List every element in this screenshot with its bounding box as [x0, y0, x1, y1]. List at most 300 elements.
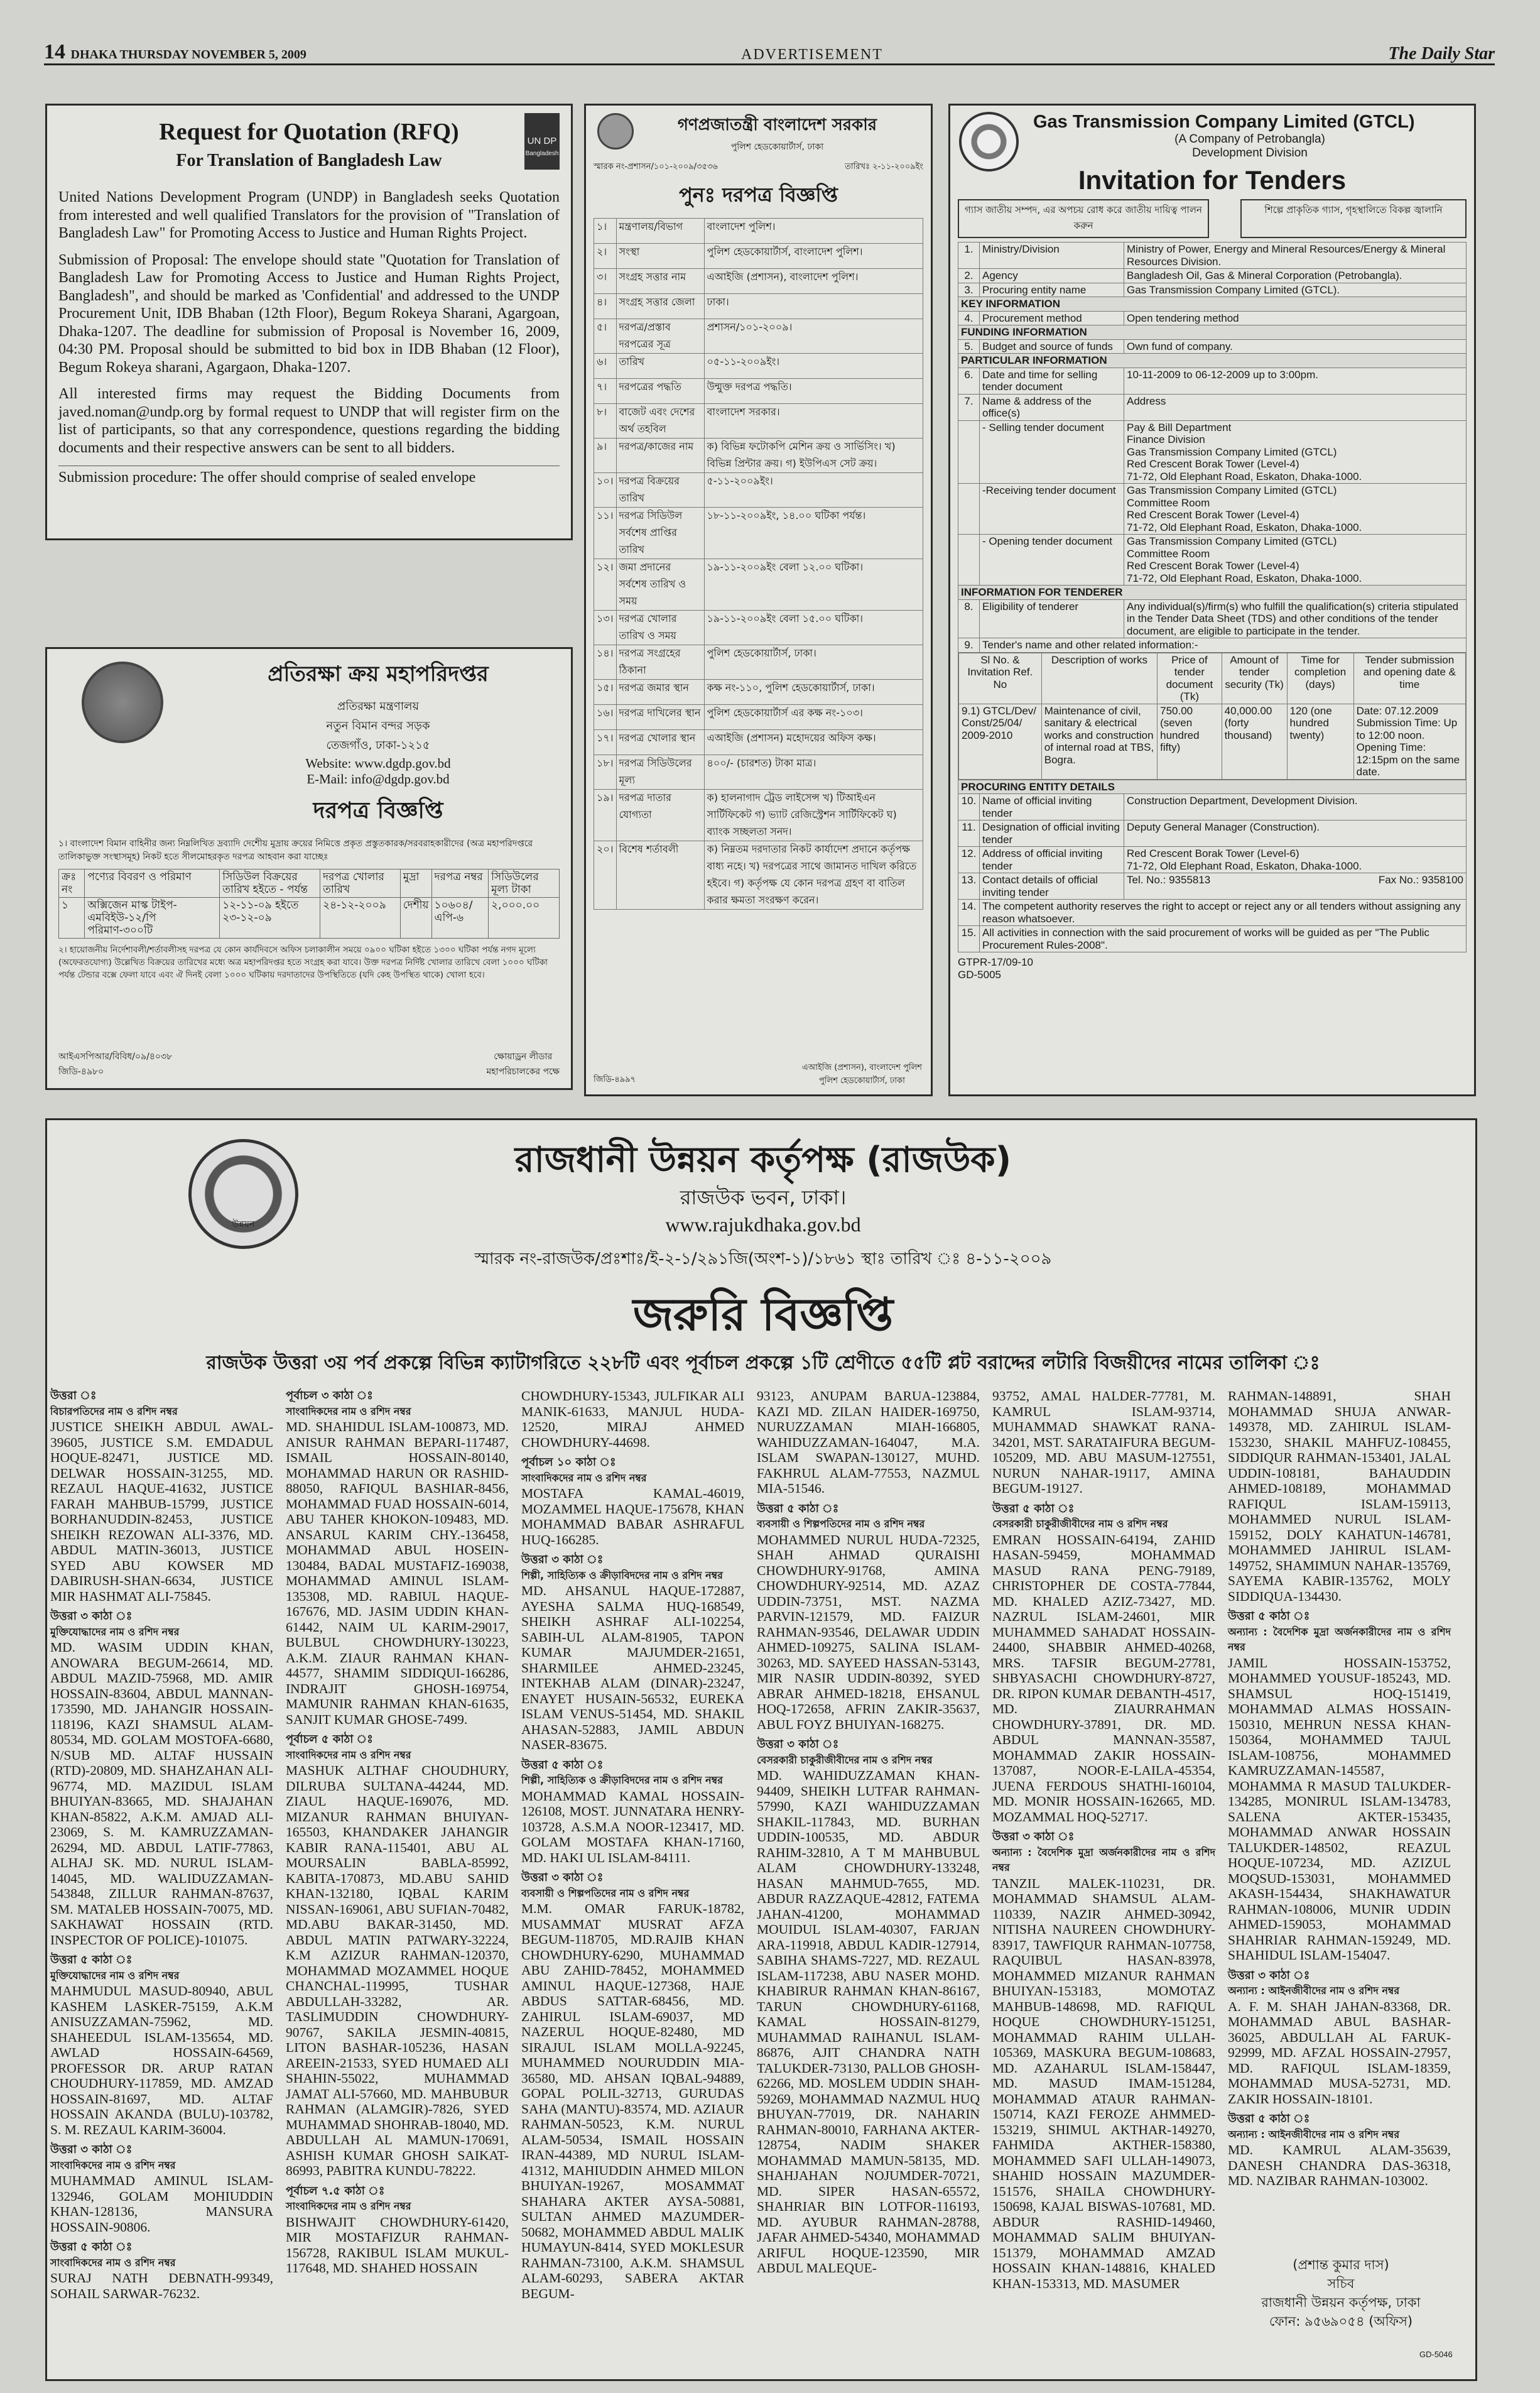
gtcl-row-value: 10-11-2009 to 06-12-2009 up to 3:00pm. — [1124, 368, 1467, 394]
gtcl-works-header-cell: Time for completion (days) — [1287, 653, 1353, 704]
dgdp-refs: আইএসপিআর/বিবিধ/০৯/৪০৩৮ জিডি-৪৯৮০ — [58, 1052, 173, 1077]
category-heading: উত্তরা ৫ কাঠা ঃ — [757, 1502, 839, 1515]
gtcl-row-label: Date and time for selling tender document — [980, 368, 1124, 394]
rajuk-column-3 — [521, 1388, 744, 2368]
page-number-dateline: 14 DHAKA THURSDAY NOVEMBER 5, 2009 — [44, 40, 306, 63]
winner-names: EMRAN HOSSAIN-64194, ZAHID HASAN-59459, MOHAMMAD MASUD RANA PENG-79189, CHRISTOPHER DE COSTA-77844, MD. KHALED AZIZ-73427, MD. NAZRUL ISLAM-24601, MIR MUHAMMED SAHADAT HOSSAIN-24400, SHABBIR AHMED-40268, MRS. TAFSIR BEGUM-27781, SHBYASACHI CHOWDHURY-8727, DR. RIPON KUMAR DEBANTH-4517, MD. ZIAURRAHMAN CHOWDHURY-37891, DR. MD. ABDUL MANNAN-35587, MOHAMMAD ZAKIR HOSSAIN-137087, NOOR-E-LAILA-45354, JUENA FERDOUS SHATHI-160104, MD. MONIR HOSSAIN-162665, MD. MOZAMMAL HOQ-52717. — [992, 1532, 1215, 1824]
section-label: ADVERTISEMENT — [741, 46, 883, 63]
police-table-row — [594, 645, 923, 680]
category-subheading: শিল্পী, সাহিত্যিক ও ক্রীড়াবিদদের নাম ও রশিদ নম্বর — [521, 1569, 723, 1581]
category-subheading: মুক্তিযোদ্ধাদের নাম ও রশিদ নম্বর — [50, 1969, 180, 1981]
gtcl-works-header — [959, 653, 1466, 704]
police-ref: জিডি-৪৯৯৭ — [594, 1075, 636, 1084]
section-heading: KEY INFORMATION — [958, 297, 1467, 312]
section-heading: PARTICULAR INFORMATION — [958, 354, 1467, 368]
police-table-row — [594, 611, 923, 645]
gtcl-works-header-cell: Price of tender document (Tk) — [1158, 653, 1222, 704]
police-table — [594, 218, 923, 910]
police-row-value: ০৫-১১-২০০৯ইং। — [704, 354, 923, 379]
gtcl-row-value: Open tendering method — [1124, 311, 1467, 325]
police-row-number: ১। — [594, 219, 617, 244]
gtcl-row-label: Address of official inviting tender — [980, 847, 1124, 873]
gtcl-row — [958, 926, 1467, 952]
category-subheading: সাংবাদিকদের নাম ও রশিদ নম্বর — [286, 1748, 411, 1761]
gtcl-row — [958, 394, 1467, 420]
police-row-value: ৪০০/- (চারশত) টাকা মাত্র। — [704, 755, 923, 790]
dgdp-signature: ক্ষোয়াড্রন লীডার মহাপরিচালকের পক্ষে — [486, 1052, 560, 1077]
police-memo-line: স্মারক নং-প্রশাসন/১০১-২০০৯/৩৫৩৬ তারিখঃ ২-১১-২০০৯ইং — [594, 162, 923, 172]
police-row-value: পুলিশ হেডকোয়ার্টার্স, ঢাকা। — [704, 645, 923, 680]
category-subheading: ব্যবসায়ী ও শিল্পপতিদের নাম ও রশিদ নম্বর — [757, 1518, 925, 1530]
police-table-row — [594, 404, 923, 439]
police-row-number: ১৫। — [594, 680, 617, 705]
police-table-row — [594, 841, 923, 910]
winner-names: CHOWDHURY-15343, JULFIKAR ALI MANIK-61633, MANJUL HUDA-12520, MIRAJ AHMED CHOWDHURY-44698. — [521, 1388, 744, 1450]
gtcl-logo — [959, 112, 1019, 172]
gtcl-row — [958, 283, 1467, 297]
winner-names: MAHMUDUL MASUD-80940, ABUL KASHEM LASKER-75159, A.K.M ANISUZZAMAN-75962, MD. SHAHEEDUL ISLAM-135654, MD. AWLAD HOSSAIN-64569, PROFESSOR DR. ARUP RATAN CHOUDHURY-117859, MD. AMZAD HOSSAIN-81697, MD. ALTAF HOSSAIN AKANDA (BULU)-103782, S. M. REZAUL KARIM-36004. — [50, 1983, 273, 2137]
category-subheading: সাংবাদিকদের নাম ও রশিদ নম্বর — [50, 2256, 176, 2269]
gtcl-slogans: গ্যাস জাতীয় সম্পদ, এর অপচয় রোধ করে জাতীয় দায়িত্ব পালন করুন শিল্পে প্রাকৃতিক গ্যাস, গৃহস্থালিতে বিকল্প জ্বালানি — [958, 199, 1467, 238]
police-row-label: মন্ত্রণালয়/বিভাগ — [616, 219, 704, 244]
category-heading: পূর্বাচল ১০ কাঠা ঃ — [521, 1456, 616, 1469]
police-row-value: উন্মুক্ত দরপত্র পদ্ধতি। — [704, 379, 923, 404]
rajuk-headline: রাজউক উত্তরা ৩য় পর্ব প্রকল্পে বিভিন্ন ক্যাটাগরিতে ২২৮টি এবং পূর্বাচল প্রকল্পে ১টি শ্রেণীতে ৫৫টি প্লট বরাদ্দের লটারি বিজয়ীদের নামের তালিকা ঃ — [206, 1352, 1320, 1374]
gtcl-row-text: The competent authority reserves the right to accept or reject any or all tenders without assigning any reason whatsoever. — [980, 900, 1467, 926]
police-row-label: দরপত্র/প্রস্তাব দরপত্রের সূত্র — [616, 319, 704, 354]
gtcl-row-label: Budget and source of funds — [980, 339, 1124, 354]
gtcl-row-value: Ministry of Power, Energy and Mineral Resources/Energy & Mineral Resources Division. — [1124, 243, 1467, 269]
police-row-number: ১৪। — [594, 645, 617, 680]
rfq-subtitle: For Translation of Bangladesh Law — [176, 151, 442, 170]
category-heading: উত্তরা ৩ কাঠা ঃ — [50, 1610, 133, 1623]
police-row-number: ৬। — [594, 354, 617, 379]
dgdp-notice-heading: দরপত্র বিজ্ঞপ্তি — [313, 798, 443, 824]
gtcl-row-value: Pay & Bill Department Finance Division Gas Transmission Company Limited (GTCL) Red Crescent Borak Tower (Level-4) 71-72, Old Elephant Road, Eskaton, Dhaka-1000. — [1124, 420, 1467, 484]
newspaper-brand: The Daily Star — [1388, 44, 1495, 63]
police-row-value: ঢাকা। — [704, 294, 923, 319]
category-subheading: সাংবাদিকদের নাম ও রশিদ নম্বর — [286, 1405, 411, 1417]
gtcl-opening-office — [958, 535, 1467, 586]
gtcl-works-header-cell: Tender submission and opening date & time — [1353, 653, 1465, 704]
gtcl-row-value: Own fund of company. — [1124, 339, 1467, 354]
category-subheading: সাংবাদিকদের নাম ও রশিদ নম্বর — [286, 2200, 411, 2212]
gtcl-row-text: All activities in connection with the said procurement of works will be guided as per "The Public Procurement Rules-2008". — [980, 926, 1467, 952]
gtcl-tel: Tel. No.: 9355813 — [1127, 874, 1211, 886]
gtcl-fax: Fax No.: 9358100 — [1378, 874, 1463, 886]
gtcl-row-number: 3. — [958, 283, 980, 297]
rajuk-column-1 — [50, 1388, 273, 2368]
police-table-row — [594, 705, 923, 730]
police-row-label: সংগ্রহ সত্তার নাম — [616, 269, 704, 294]
winner-names: MD. KAMRUL ALAM-35639, DANESH CHANDRA DAS-36318, MD. NAZIBAR RAHMAN-103002. — [1228, 2142, 1451, 2188]
gtcl-subtitle: (A Company of Petrobangla) — [1174, 133, 1325, 146]
police-row-value: ৫-১১-২০০৯ইং। — [704, 473, 923, 508]
dgdp-ministry: প্রতিরক্ষা মন্ত্রণালয় — [337, 700, 420, 713]
police-row-number: ১৯। — [594, 790, 617, 841]
gtcl-row-label: Procurement method — [980, 311, 1124, 325]
gtcl-row-number — [958, 420, 980, 484]
gtcl-row-label: -Receiving tender document — [980, 484, 1124, 535]
police-title: পুনঃ দরপত্র বিজ্ঞপ্তি — [679, 183, 838, 207]
category-heading: উত্তরা ৫ কাঠা ঃ — [50, 2240, 133, 2254]
dgdp-table-header: ক্রঃ নং পণ্যের বিবরণ ও পরিমাণ সিডিউল বিক্রয়ের তারিখ হইতে - পর্যন্ত দরপত্র খোলার তারিখ মুদ্রা দরপত্র নম্বর সিডিউলের মূল্য টাকা — [59, 869, 560, 898]
gtcl-row-number: 10. — [958, 794, 980, 820]
police-row-label: সংস্থা — [616, 244, 704, 269]
gtcl-row — [958, 794, 1467, 820]
police-row-value: ১৮-১১-২০০৯ইং, ১৪.০০ ঘটিকা পর্যন্ত। — [704, 508, 923, 559]
gtcl-row-label: Agency — [980, 269, 1124, 283]
police-row-label: দরপত্র খোলার তারিখ ও সময় — [616, 611, 704, 645]
police-row-value: প্রশাসন/১০১-২০০৯। — [704, 319, 923, 354]
police-table-row — [594, 730, 923, 755]
gtcl-row-number: 13. — [958, 873, 980, 900]
gtcl-row-number: 5. — [958, 339, 980, 354]
police-row-number: ২০। — [594, 841, 617, 910]
winner-names: MASHUK ALTHAF CHOUDHURY, DILRUBA SULTANA-44244, MD. ZIAUL HAQUE-169076, MD. MIZANUR RAHMAN BHUIYAN-165503, KHANDAKER JAHANGIR KABIR RANA-115401, ABU AL MOURSALIN BABLA-85992, KABITA-170873, MD.ABU SAHID KHAN-132180, IQBAL KARIM NISSAN-169061, ABU SUFIAN-70482, MD.ABU BAKAR-31450, MD. ABDUL MATIN PATWARY-32224, K.M AZIZUR RAHMAN-120370, MOHAMMAD MOZAMMEL HOQUE CHANCHAL-119995, TUSHAR ABDULLAH-33282, AR. TASLIMUDDIN CHOWDHURY-90767, SAKILA JESMIN-40815, LITON BASHAR-105236, HASAN AREEIN-21533, SYED HUMAED ALI SHAHIN-55022, MUHAMMAD JAMAT ALI-57660, MD. MAHBUBUR RAHMAN (ALAMGIR)-7826, SYED MUHAMMAD SHOHRAB-18040, MD. ABDULLAH AL MAMUN-170691, ASHISH KUMAR GHOSH SAIKAT-86993, PABITRA KUNDU-78222. — [286, 1763, 509, 2178]
gtcl-info-for-tenderer — [958, 586, 1467, 600]
gtcl-selling-office — [958, 420, 1467, 484]
police-row-number: ১৮। — [594, 755, 617, 790]
rfq-paragraph-2: Submission of Proposal: The envelope should state "Quotation for Translation of Bangladesh Law for Promoting Access to Justice and Human Rights Project, Bangladesh", and should be marked as 'Confidential' and addressed to the UNDP Procurement Unit, IDB Bhaban (12th Floor), Begum Rokeya Sharani, Agargoan, Dhaka-1207. The deadline for submission of Proposal is November 16, 2009, 04:30 PM. Proposal should be submitted to bid box in IDB Bhaban (12 Floor), Begum Rokeya sharani, Agargaon, Dhaka-1207. — [58, 251, 560, 376]
gtcl-works-cell — [958, 652, 1467, 780]
police-row-number: ৩। — [594, 269, 617, 294]
police-row-number: ৭। — [594, 379, 617, 404]
dgdp-emblem — [82, 662, 163, 743]
police-signature: এআইজি (প্রশাসন), বাংলাদেশ পুলিশ পুলিশ হেডকোয়ার্টার্স, ঢাকা — [801, 1063, 922, 1086]
gtcl-row-number: 14. — [958, 900, 980, 926]
winner-names: JAMIL HOSSAIN-153752, MOHAMMED YOUSUF-185243, MD. SHAMSUL HOQ-151419, MOHAMMAD ALMAS HOSSAIN-150310, MEHRUN NESSA KHAN-150364, MOHAMMED TAJUL ISLAM-108756, MOHAMMED KAMRUZZAMAN-145587, MOHAMMA R MASUD TALUKDER-134285, MONIRUL ISLAM-134783, SALENA AKTER-153435, MOHAMMAD ANWAR HOSSAIN TALUKDER-148502, REAZUL HOQUE-107234, MD. AZIZUL MOQSUD-153031, MOHAMMED AKASH-154434, SHAKHAWATUR RAHMAN-108006, MUNIR UDDIN AHMED-159053, MOHAMMAD SHAHRIAR RAHMAN-159249, MD. SHAHIDUL ISLAM-154047. — [1228, 1655, 1451, 1963]
police-row-number: ৮। — [594, 404, 617, 439]
gtcl-row-number: 8. — [958, 599, 980, 638]
police-row-number: ৫। — [594, 319, 617, 354]
winner-names: MD. WAHIDUZZAMAN KHAN-94409, SHEIKH LUTFAR RAHMAN-57990, KAZI WAHIDUZZAMAN SHAKIL-117843, MD. BURHAN UDDIN-100535, MD. ABDUR RAHIM-32810, A T M MAHBUBUL ALAM CHOWDHURY-133248, HASAN MAHMUD-7655, MD. ABDUR RAZZAQUE-42812, FATEMA JAHAN-41200, MOHAMMAD MOUIDUL ISLAM-40307, FARJAN ARA-119918, ABDUL KADIR-127914, SABIHA SHAMS-7227, MD. REZAUL ISLAM-117238, ABU NASER MOHD. KHABIRUR RAHMAN KHAN-86167, TARUN CHOWDHURY-61168, KAMAL HOSSAIN-81279, MUHAMMAD RAIHANUL ISLAM-86876, AJIT CHANDRA NATH TALUKDER-73130, PALLOB GHOSH-62266, MD. MOSLEM UDDIN SHAH-59269, MOHAMMAD NAZMUL HUQ BHUYAN-77019, DR. NAHARIN RAHMAN-80010, FARHANA AKTER-128754, NADIM SHAKER MOHAMMAD MAMUN-58135, MD. SHAHJAHAN NOJUMDER-70721, MD. SIPER HASAN-65572, SHAHRIAR BIN LOTFOR-116193, MD. AYUBUR RAHMAN-28788, JAFAR AHMED-54340, MOHAMMAD ARIFUL HOQUE-123590, MIR ABDUL MALEQUE- — [757, 1768, 980, 2276]
gtcl-row-label: Eligibility of tenderer — [980, 599, 1124, 638]
police-gov: গণপ্রজাতন্ত্রী বাংলাদেশ সরকার — [677, 116, 877, 134]
police-row-value: ১৯-১১-২০০৯ইং বেলা ১২.০০ ঘটিকা। — [704, 559, 923, 611]
police-row-number: ১২। — [594, 559, 617, 611]
police-row-value: ক) বিভিন্ন ফটোকপি মেশিন ক্রয় ও সার্ভিসিং। খ) বিভিন্ন প্রিন্টার ক্রয়। গ) ইউপিএস সেট ক্রয়। — [704, 439, 923, 473]
winner-names: A. F. M. SHAH JAHAN-83368, DR. MOHAMMAD ABUL BASHAR-36025, ABDULLAH AL FARUK-92999, MD. AFZAL HOSSAIN-27957, MD. RAFIQUL ISLAM-18359, MOHAMMAD MUSA-52731, MD. ZAKIR HOSSAIN-18101. — [1228, 1998, 1451, 2107]
category-heading: উত্তরা ৩ কাঠা ঃ — [521, 1871, 604, 1884]
gtcl-row — [958, 820, 1467, 847]
rajuk-logo-text: উন্নয়ন — [232, 1219, 255, 1229]
gtcl-row — [958, 339, 1467, 354]
gtcl-works-cell: 750.00 (seven hundred fifty) — [1158, 704, 1222, 779]
winner-names: MOHAMMED NURUL HUDA-72325, SHAH AHMAD QURAISHI CHOWDHURY-91768, AMINA CHOWDHURY-92514, MD. AZAZ UDDIN-73751, MST. NAZMA PARVIN-121579, MD. FAIZUR RAHMAN-93546, DELAWAR UDDIN AHMED-109275, SALINA ISLAM-30263, MD. SAYEED HASSAN-53143, MIR NASIR UDDIN-80392, SYED ABRAR AHMED-18218, EHSANUL HOQ-172658, AFRIN ZAKIR-35637, ABUL FOYZ BHUIYAN-168275. — [757, 1532, 980, 1732]
police-row-number: ৯। — [594, 439, 617, 473]
gtcl-row — [958, 599, 1467, 638]
police-row-number: ২। — [594, 244, 617, 269]
police-row-label: দরপত্র খোলার স্থান — [616, 730, 704, 755]
gtcl-row-number — [958, 484, 980, 535]
rajuk-column-5 — [992, 1388, 1215, 2368]
gtcl-works-cell: Maintenance of civil, sanitary & electrical works and construction of internal road at TBS, Bogra. — [1041, 704, 1157, 779]
winner-names: M.M. OMAR FARUK-18782, MUSAMMAT MUSRAT AFZA BEGUM-118705, MD.RAJIB KHAN CHOWDHURY-6290, MUHAMMAD ABU ZAHID-78452, MOHAMMED AMINUL HAQUE-127368, HAJE ABDUS SATTAR-68456, MD. ZAHIRUL ISLAM-69037, MD NAZERUL HOQUE-82480, MD SIRAJUL ISLAM MOLLA-92245, MUHAMMED NOURUDDIN MIA-36580, MD. AHSAN IQBAL-94889, GOPAL POLIL-32713, GURUDAS SAHA (MANTU)-83574, MD. AZIAUR RAHMAN-50523, K.M. NURUL ALAM-50534, ISMAIL HOSSAIN IRAN-44389, MD NURUL ISLAM-41312, MAHIUDDIN AHMED MILON BHUIYAN-19267, MOSAMMAT SHAHARA AKTER AYSA-50881, SULTAN AHMED MAZUMDER-50682, MOHAMMED ABDUL MALIK HUMAYUN-8414, SYED MOKLESUR RAHMAN-73100, A.K.M. SHAMSUL ALAM-60293, SABERA AKTAR BEGUM- — [521, 1901, 744, 2301]
category-subheading: সাংবাদিকদের নাম ও রশিদ নম্বর — [50, 2159, 176, 2171]
winner-names: MD. AHSANUL HAQUE-172887, AYESHA SALMA HUQ-168549, SHEIKH ASHRAF ALI-102254, SABIH-UL ALAM-81905, TAPON KUMAR MAJUMDER-21651, SHARMILEE AHMED-23245, INTEKHAB ALAM (DINAR)-23247, ENAYET HUSAIN-56532, EUREKA ISLAM VENUS-51454, MD. SHAKIL AHASAN-52883, JAMIL ABDUN NASER-83675. — [521, 1583, 744, 1752]
police-row-value: পুলিশ হেডকোয়ার্টার্স এর কক্ষ নং-১০৩। — [704, 705, 923, 730]
police-table-row — [594, 473, 923, 508]
gtcl-row-number: 15. — [958, 926, 980, 952]
rajuk-logo — [188, 1139, 298, 1249]
dgdp-table-row: ১ অক্সিজেন মাস্ক টাইপ-এমবিইউ-১২/পি পরিমাণ-৩০০টি ১২-১১-০৯ হইতে ২৩-১২-০৯ ২৪-১২-২০০৯ দেশীয় ১০৬০৪/ এপি-৬ ২,০০০.০০ — [59, 898, 560, 939]
rfq-paragraph-1: United Nations Development Program (UNDP) in Bangladesh seeks Quotation from interested and well qualified Translators for the provision of "Translation of Bangladesh Law" for Promoting Access to Justice and Human Rights Project. — [58, 189, 560, 241]
gtcl-row-value: Gas Transmission Company Limited (GTCL). — [1124, 283, 1467, 297]
gtcl-row-label: - Opening tender document — [980, 535, 1124, 586]
category-heading: উত্তরা ৩ কাঠা ঃ — [992, 1830, 1075, 1843]
gtcl-row-number: 6. — [958, 368, 980, 394]
gtcl-row-number: 1. — [958, 243, 980, 269]
police-table-row — [594, 755, 923, 790]
gtcl-row-value — [1124, 873, 1467, 900]
police-row-label: দরপত্রের পদ্ধতি — [616, 379, 704, 404]
rfq-paragraph-3: All interested firms may request the Bidding Documents from javed.noman@undp.org by formal request to UNDP that will register firm on the list of participants, so that any correspondence, questions regarding the bidding documents and their respective answers can be sent to all bidders. — [58, 386, 560, 456]
police-row-value: ক) নিম্নতম দরদাতার নিকট কার্যাদেশ প্রদানে কর্তৃপক্ষ বাধ্য নহে। খ) দরপত্রের সাথে জামানত দাখিল করিতে হইবে। গ) কর্তৃপক্ষ যে কোন দরপত্র গ্রহণ বা বাতিল করার ক্ষমতা সংরক্ষণ করেন। — [704, 841, 923, 910]
police-table-row — [594, 269, 923, 294]
police-row-number: ১৩। — [594, 611, 617, 645]
rajuk-title: রাজধানী উন্নয়ন কর্তৃপক্ষ (রাজউক) — [514, 1140, 1012, 1180]
category-heading: উত্তরা ৩ কাঠা ঃ — [1228, 1968, 1310, 1982]
rajuk-column-4 — [757, 1388, 980, 2368]
gtcl-row-value: Red Crescent Borak Tower (Level-6) 71-72, Old Elephant Road, Eskaton, Dhaka-1000. — [1124, 847, 1467, 873]
rajuk-signature: (প্রশান্ত কুমার দাস) সচিব রাজধানী উন্নয়ন কর্তৃপক্ষ, ঢাকা ফোন: ৯৫৬৯০৫৪ (অফিস) — [1261, 2257, 1421, 2329]
rfq-paragraph-4: Submission procedure: The offer should comprise of sealed envelope — [58, 466, 560, 487]
police-row-number: ১০। — [594, 473, 617, 508]
dgdp-website[interactable]: Website: www.dgdp.gov.bd — [305, 756, 451, 771]
gtcl-division: Development Division — [1192, 146, 1308, 160]
rajuk-ref: GD-5046 — [1419, 2350, 1453, 2359]
police-table-row — [594, 379, 923, 404]
police-table-row — [594, 559, 923, 611]
gtcl-row-label: Tender's name and other related information:- — [980, 638, 1467, 653]
rfq-advertisement — [45, 104, 573, 540]
gtcl-row-value: Address — [1124, 394, 1467, 420]
police-row-number: ১৭। — [594, 730, 617, 755]
police-row-label: বিশেষ শর্তাবলী — [616, 841, 704, 910]
category-subheading: অন্যান্য : বৈদেশিক মুদ্রা অর্জনকারীদের নাম ও রশিদ নম্বর — [1228, 1625, 1451, 1653]
gtcl-row-value: Deputy General Manager (Construction). — [1124, 820, 1467, 847]
gtcl-works-cell: 40,000.00 (forty thousand) — [1222, 704, 1287, 779]
gtcl-refs: GTPR-17/09-10 GD-5005 — [958, 956, 1033, 981]
category-heading: উত্তরা ঃ — [50, 1389, 97, 1402]
category-subheading: বিচারপতিদের নাম ও রশিদ নম্বর — [50, 1405, 178, 1417]
gtcl-row-label: Name of official inviting tender — [980, 794, 1124, 820]
winner-names: BISHWAJIT CHOWDHURY-61420, MIR MOSTAFIZUR RAHMAN-156728, RAKIBUL ISLAM MUKUL-117648, MD. SHAHED HOSSAIN — [286, 2214, 509, 2276]
category-heading: পূর্বাচল ৭.৫ কাঠা ঃ — [286, 2184, 385, 2198]
gtcl-row-label: Contact details of official inviting tender — [980, 873, 1124, 900]
police-table-row — [594, 790, 923, 841]
police-row-label: জমা প্রদানের সর্বশেষ তারিখ ও সময় — [616, 559, 704, 611]
gtcl-works-row — [959, 704, 1466, 779]
police-table-row — [594, 219, 923, 244]
gtcl-tender-notice — [948, 104, 1476, 1096]
rajuk-winner-list — [50, 1388, 1476, 2368]
winner-names: MD. SHAHIDUL ISLAM-100873, MD. ANISUR RAHMAN BEPARI-117487, ISMAIL HOSSAIN-80140, MOHAMMAD HARUN OR RASHID-88050, RAFIQUL BASHIAR-8456, MOHAMMAD FUAD HOSSAIN-6014, ABU TAHER KHOKON-109483, MD. ANSARUL KARIM CHY.-136458, MOHAMMAD ABUL HOSEIN-130484, BADAL MUSTAFIZ-169038, MOHAMMAD AMINUL ISLAM-135308, MD. RABIUL HAQUE-167676, MD. JASIM UDDIN KHAN-61442, NAIM UL KARIM-29017, BULBUL CHOWDHURY-130223, A.K.M. ZIAUR RAHMAN KHAN-44577, SHAMIM SIDDIQUI-166286, INDRAJIT GHOSH-169754, MAMUNIR RAHMAN KHAN-61635, SANJIT KUMAR GHOSE-7499. — [286, 1419, 509, 1727]
section-heading: FUNDING INFORMATION — [958, 325, 1467, 340]
gtcl-row-number: 12. — [958, 847, 980, 873]
police-row-value: কক্ষ নং-১১০, পুলিশ হেডকোয়ার্টার্স, ঢাকা। — [704, 680, 923, 705]
gtcl-works-table — [958, 653, 1466, 780]
winner-names: MUHAMMAD AMINUL ISLAM-132946, GOLAM MOHIUDDIN KHAN-128136, MANSURA HOSSAIN-90806. — [50, 2173, 273, 2235]
gtcl-row — [958, 368, 1467, 394]
rajuk-notice-heading: জরুরি বিজ্ঞপ্তি — [632, 1288, 894, 1341]
gtcl-row-number — [958, 535, 980, 586]
police-row-value: ক) হালনাগাদ ট্রেড লাইসেন্স খ) টিআইএন সার্টিফিকেট গ) ভ্যাট রেজিস্ট্রেশন সার্টিফিকেট ঘ) ব্যাংক সচ্ছলতা সনদ। — [704, 790, 923, 841]
winner-names: MOSTAFA KAMAL-46019, MOZAMMEL HAQUE-175678, KHAN MOHAMMAD BABAR ASHRAFUL HUQ-166285. — [521, 1486, 744, 1547]
gtcl-row-number: 9. — [958, 638, 980, 653]
winner-names: MOHAMMAD KAMAL HOSSAIN-126108, MOST. JUNNATARA HENRY-103728, A.S.M.A NOOR-123417, MD. GOLAM MOSTAFA KHAN-17160, MD. HAKI UL ISLAM-84111. — [521, 1788, 744, 1865]
gtcl-particular-information — [958, 354, 1467, 368]
police-row-label: সংগ্রহ সত্তার জেলা — [616, 294, 704, 319]
gtcl-row — [958, 269, 1467, 283]
gtcl-funding-information — [958, 325, 1467, 340]
gtcl-procuring-entity — [958, 780, 1467, 794]
police-table-row — [594, 439, 923, 473]
section-heading: INFORMATION FOR TENDERER — [958, 586, 1467, 600]
category-heading: উত্তরা ৫ কাঠা ঃ — [50, 1953, 133, 1966]
dgdp-tender-notice — [45, 647, 573, 1090]
police-table-row — [594, 319, 923, 354]
category-subheading: বেসরকারী চাকুরীজীবীদের নাম ও রশিদ নম্বর — [992, 1518, 1168, 1530]
page-header — [44, 40, 1495, 65]
category-heading: উত্তরা ৫ কাঠা ঃ — [992, 1502, 1075, 1515]
police-row-label: দরপত্র সিডিউল সর্বশেষ প্রাপ্তির তারিখ — [616, 508, 704, 559]
category-subheading: মুক্তিযোদ্ধাদের নাম ও রশিদ নম্বর — [50, 1625, 180, 1638]
gtcl-row-number: 7. — [958, 394, 980, 420]
gtcl-row-value: Construction Department, Development Division. — [1124, 794, 1467, 820]
section-heading: PROCURING ENTITY DETAILS — [958, 780, 1467, 794]
gtcl-row-value: Any individual(s)/firm(s) who fulfill the qualification(s) criteria stipulated in the Tender Data Sheet (TDS) and other conditions of the tender document, are eligible to participate in the tender. — [1124, 599, 1467, 638]
dgdp-note: ২। হায়োজনীয় নির্দেশাবলী/শর্তাবলীসহ দরপত্র যে কোন কার্যদিবসে অফিস চলাকালীন সময়ে ০৯০০ ঘটিকা হইতে ১৩০০ ঘটিকা পর্যন্ত নগদ মূল্যে (অফেরতযোগ্য) উল্লেখিত বিক্রয়ের তারিখের মধ্যে অত্র মহাপরিদপ্তর হতে সংগ্রহ করা যাবে। উক্ত দরপত্র নির্দিষ্ট খোলার তারিখে বেলা ১০০০ ঘটিকা পর্যন্ত টেন্ডার বক্সে ফেলা যাবে এবং ঐ দিনই বেলা ১০০০ ঘটিকায় দরদাতাদের উপস্থিতিতে (যদি কেহ উপস্থিত থাকে) খোলা হবে। — [58, 945, 548, 980]
gtcl-row-value: Bangladesh Oil, Gas & Mineral Corporation (Petrobangla). — [1124, 269, 1467, 283]
police-row-label: দরপত্র/কাজের নাম — [616, 439, 704, 473]
police-tender-notice — [584, 104, 933, 1096]
police-row-label: দরপত্র দাখিলের স্থান — [616, 705, 704, 730]
gtcl-row-value: Gas Transmission Company Limited (GTCL) Committee Room Red Crescent Borak Tower (Level-4) 71-72, Old Elephant Road, Eskaton, Dhaka-1000. — [1124, 484, 1467, 535]
rajuk-column-6 — [1228, 1388, 1451, 2188]
police-row-label: তারিখ — [616, 354, 704, 379]
category-subheading: ব্যবসায়ী ও শিল্পপতিদের নাম ও রশিদ নম্বর — [521, 1887, 690, 1899]
gtcl-table — [958, 242, 1467, 952]
dgdp-title: প্রতিরক্ষা ক্রয় মহাপরিদপ্তর — [268, 662, 489, 687]
undp-logo: UN DP Bangladesh — [524, 113, 560, 170]
police-row-label: বাজেট এবং দেশের অর্থ তহবিল — [616, 404, 704, 439]
gtcl-works-table-row — [958, 652, 1467, 780]
police-row-value: পুলিশ হেডকোয়ার্টার্স, বাংলাদেশ পুলিশ। — [704, 244, 923, 269]
police-row-number: ৪। — [594, 294, 617, 319]
category-heading: উত্তরা ৩ কাঠা ঃ — [757, 1738, 839, 1751]
rfq-title: Request for Quotation (RFQ) — [159, 119, 459, 145]
category-subheading: বেসরকারী চাকুরীজীবীদের নাম ও রশিদ নম্বর — [757, 1753, 933, 1766]
winner-names: TANZIL MALEK-110231, DR. MOHAMMAD SHAMSUL ALAM-110339, NAZIR AHMED-30942, NITISHA NAUREEN CHOWDHURY-83917, TAWFIQUR RAHMAN-107758, RAQUIBUL HASAN-83978, MOHAMMED MIZANUR RAHMAN BHUIYAN-153183, MOMOTAZ MAHBUB-148698, MD. RAFIQUL HOQUE CHOWDHURY-151251, MOHAMMAD RAHIM ULLAH-105369, MASKURA BEGUM-108683, MD. AZAHARUL ISLAM-158447, MD. MASUD IMAM-151284, MOHAMMAD ATAUR RAHMAN-150714, KAZI FEROZE AHMMED-153219, SHIMUL AKTHAR-149270, FAHMIDA AKTHER-158380, MOHAMMED SAFI ULLAH-149073, SHAHID HOSSAIN MAZUMDER-151576, SHAILA CHOWDHURY-150698, KAJAL BISWAS-107681, MD. ABDUR RASHID-149460, MOHAMMAD SALIM BHUIYAN-151379, MOHAMMAD AMZAD HOSSAIN KHAN-148816, KHALED KHAN-153313, MD. MASUMER — [992, 1875, 1215, 2291]
category-heading: উত্তরা ৩ কাঠা ঃ — [50, 2143, 133, 2156]
gtcl-works-header-cell: Description of works — [1041, 653, 1157, 704]
bangladesh-emblem-icon — [597, 113, 634, 150]
category-subheading: অন্যান্য : আইনজীবীদের নাম ও রশিদ নম্বর — [1228, 2128, 1400, 2140]
gtcl-row-label: Procuring entity name — [980, 283, 1124, 297]
gtcl-row — [958, 847, 1467, 873]
police-row-value: বাংলাদেশ পুলিশ। — [704, 219, 923, 244]
police-table-row — [594, 244, 923, 269]
category-heading: উত্তরা ৫ কাঠা ঃ — [1228, 2112, 1310, 2125]
gtcl-row-number: 11. — [958, 820, 980, 847]
police-table-row — [594, 294, 923, 319]
gtcl-row — [958, 311, 1467, 325]
gtcl-works-header-cell: Sl No. & Invitation Ref. No — [959, 653, 1042, 704]
dgdp-table — [58, 869, 560, 939]
rajuk-column-2 — [286, 1388, 509, 2368]
category-heading: উত্তরা ৫ কাঠা ঃ — [1228, 1610, 1310, 1623]
gtcl-row-label: Name & address of the office(s) — [980, 394, 1124, 420]
gtcl-row-number: 2. — [958, 269, 980, 283]
gtcl-row-value: Gas Transmission Company Limited (GTCL) Committee Room Red Crescent Borak Tower (Level-4) 71-72, Old Elephant Road, Eskaton, Dhaka-1000. — [1124, 535, 1467, 586]
rajuk-memo: স্মারক নং-রাজউক/প্রঃশাঃ/ই-২-১/২৯১জি(অংশ-১)/১৮৬১ স্থাঃ তারিখ ঃ ৪-১১-২০০৯ — [474, 1250, 1052, 1268]
police-table-row — [594, 680, 923, 705]
police-row-number: ১৬। — [594, 705, 617, 730]
police-table-row — [594, 354, 923, 379]
police-table-row — [594, 508, 923, 559]
dgdp-city: তেজগাঁও, ঢাকা-১২১৫ — [326, 739, 430, 752]
dgdp-email[interactable]: E-Mail: info@dgdp.gov.bd — [306, 771, 450, 787]
police-row-value: এআইজি (প্রশাসন) মহোদয়ের অফিস কক্ষ। — [704, 730, 923, 755]
gtcl-works-cell: Date: 07.12.2009 Submission Time: Up to 12:00 noon. Opening Time: 12:15pm on the same date. — [1353, 704, 1465, 779]
police-row-label: দরপত্র সংগ্রহের ঠিকানা — [616, 645, 704, 680]
police-row-number: ১১। — [594, 508, 617, 559]
gtcl-title: Invitation for Tenders — [1078, 165, 1347, 195]
category-subheading: অন্যান্য : বৈদেশিক মুদ্রা অর্জনকারীদের নাম ও রশিদ নম্বর — [992, 1846, 1215, 1873]
gtcl-row — [958, 900, 1467, 926]
police-row-value: এআইজি (প্রশাসন), বাংলাদেশ পুলিশ। — [704, 269, 923, 294]
rajuk-bhaban: রাজউক ভবন, ঢাকা। — [680, 1186, 847, 1209]
police-row-label: দরপত্র জমার স্থান — [616, 680, 704, 705]
category-subheading: শিল্পী, সাহিত্যিক ও ক্রীড়াবিদদের নাম ও রশিদ নম্বর — [521, 1774, 723, 1786]
category-subheading: সাংবাদিকদের নাম ও রশিদ নম্বর — [521, 1471, 647, 1484]
category-heading: পূর্বাচল ৩ কাঠা ঃ — [286, 1389, 373, 1402]
police-row-value: ১৯-১১-২০০৯ইং বেলা ১৫.০০ ঘটিকা। — [704, 611, 923, 645]
category-heading: পূর্বাচল ৫ কাঠা ঃ — [286, 1733, 373, 1746]
police-row-label: দরপত্র দাতার যোগ্যতা — [616, 790, 704, 841]
winner-names: 93752, AMAL HALDER-77781, M. KAMRUL ISLAM-93714, MUHAMMAD SHAWKAT RANA-34201, MST. SARATAIFURA BEGUM-105209, MD. ABU MASUM-127551, NURUN NAHAR-19117, AMINA BEGUM-19127. — [992, 1388, 1215, 1496]
gtcl-company-name: Gas Transmission Company Limited (GTCL) — [1033, 112, 1415, 132]
winner-names: JUSTICE SHEIKH ABDUL AWAL-39605, JUSTICE S.M. EMDADUL HOQUE-82471, JUSTICE MD. DELWAR HOSSAIN-31255, MD. REZAUL HAQUE-41632, JUSTICE FARAH MAHBUB-15799, JUSTICE BORHANUDDIN-82453, JUSTICE SHEIKH REZOWAN ALI-3376, MD. ABDUL MATIN-36013, JUSTICE SYED ABU KOWSER MD DABIRUSH-SHAN-6634, JUSTICE MIR HASHMAT ALI-75845. — [50, 1419, 273, 1604]
police-hq: পুলিশ হেডকোয়ার্টার্স, ঢাকা — [730, 142, 824, 152]
police-row-value: বাংলাদেশ সরকার। — [704, 404, 923, 439]
police-row-label: দরপত্র বিক্রয়ের তারিখ — [616, 473, 704, 508]
gtcl-row-label: Ministry/Division — [980, 243, 1124, 269]
dgdp-road: নতুন বিমান বন্দর সড়ক — [326, 719, 430, 733]
gtcl-row — [958, 873, 1467, 900]
gtcl-key-information — [958, 297, 1467, 312]
gtcl-works-cell: 9.1) GTCL/Dev/ Const/25/04/ 2009-2010 — [959, 704, 1042, 779]
gtcl-works-header-cell: Amount of tender security (Tk) — [1222, 653, 1287, 704]
gtcl-row-label: - Selling tender document — [980, 420, 1124, 484]
winner-names: SURAJ NATH DEBNATH-99349, SOHAIL SARWAR-76232. — [50, 2270, 273, 2301]
winner-names: RAHMAN-148891, SHAH MOHAMMAD SHUJA ANWAR-149378, MD. ZAHIRUL ISLAM-153230, SHAKIL MAHFUZ-108455, SIDDIQUR RAHMAN-153401, JALAL UDDIN-108181, BAHAUDDIN AHMED-108189, MOHAMMAD RAFIQUL ISLAM-159113, MOHAMMED NURUL ISLAM-159152, DOLY KAHATUN-146781, MOHAMMED JAHIRUL ISLAM-149752, SHAMIMUN NAHAR-135769, SAYEMA KABIR-135762, MOLY SIDDIQUA-134430. — [1228, 1388, 1451, 1604]
rajuk-website[interactable]: www.rajukdhaka.gov.bd — [665, 1213, 861, 1236]
gtcl-works-cell: 120 (one hundred twenty) — [1287, 704, 1353, 779]
winner-names: 93123, ANUPAM BARUA-123884, KAZI MD. ZILAN HAIDER-169750, NURUZZAMAN MIAH-166805, WAHIDUZZAMAN-164047, M.A. ISLAM SWAPAN-130127, MUHD. FAKHRUL ALAM-77553, NAZMUL MIA-51546. — [757, 1388, 980, 1496]
winner-names: MD. WASIM UDDIN KHAN, ANOWARA BEGUM-26614, MD. ABDUL MAZID-75968, MD. AMIR HOSSAIN-83604, ABDUL MANNAN-173590, MD. JAHANGIR HOSSAIN-118196, KAZI SHAMSUL ALAM-80534, MD. GOLAM MOSTOFA-6680, N/SUB MD. ALTAF HUSSAIN (RTD)-20809, MD. SHAHZAHAN ALI-96774, MD. MAZIDUL ISLAM BHUIYAN-83665, MD. SHAJAHAN KHAN-85822, A.K.M. AMJAD ALI-23069, S. M. KAMRUZZAMAN-26294, MD. ABDUL LATIF-77863, ALHAJ SK. MD. NURUL ISLAM-14045, MD. WALIDUZZAMAN-543848, ZILLUR RAHMAN-87637, SM. MATALEB HOSSAIN-70075, MD. SAKHAWAT HOSSAIN (RTD. INSPECTOR OF POLICE)-101075. — [50, 1640, 273, 1948]
category-heading: উত্তরা ৫ কাঠা ঃ — [521, 1758, 604, 1772]
gtcl-row-label: Designation of official inviting tender — [980, 820, 1124, 847]
gtcl-row — [958, 638, 1467, 653]
category-heading: উত্তরা ৩ কাঠা ঃ — [521, 1553, 604, 1566]
gtcl-row — [958, 243, 1467, 269]
dgdp-intro: ১। বাংলাদেশ বিমান বাহিনীর জন্য নিম্নলিখিত দ্রব্যাদি দেশেীয় মুদ্রায় ক্রয়ের নিমিত্তে প্রকৃত প্রস্তুতকারক/সরবরাহকারীদের (অত্র মহাপরিদপ্তরে তালিকাভুক্ত সংস্থাসমূহ) নিকট হতে সীলমোহরকৃত দরপত্র আহবান করা যাচ্ছেঃ — [58, 839, 533, 862]
police-row-label: দরপত্র সিডিউলের মূল্য — [616, 755, 704, 790]
category-subheading: অন্যান্য : আইনজীবীদের নাম ও রশিদ নম্বর — [1228, 1985, 1400, 1997]
